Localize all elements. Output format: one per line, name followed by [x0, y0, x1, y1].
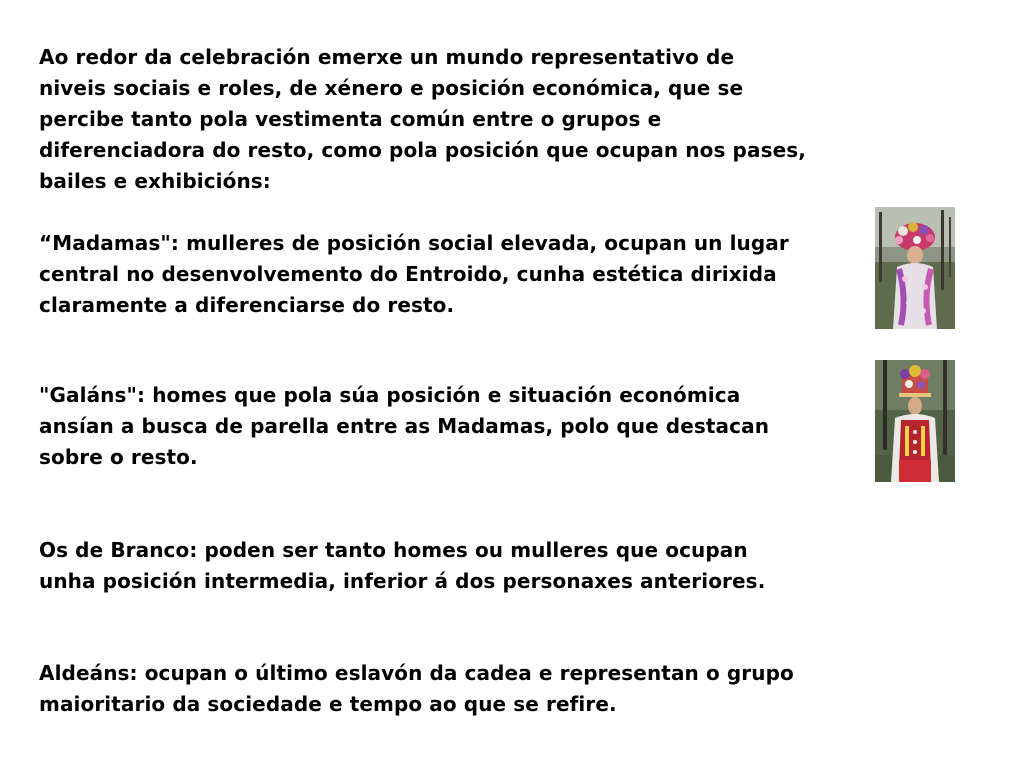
madama-costume-photo	[875, 207, 955, 329]
intro-paragraph: Ao redor da celebración emerxe un mundo representativo de niveis sociais e roles, de xénero e posición económica, que se percibe tanto pola vestimenta común entre o grupos e diferenciadora do resto, como pola posición que ocupan nos pases, bailes e exhibicións:	[39, 45, 806, 193]
branco-paragraph: Os de Branco: poden ser tanto homes ou mulleres que ocupan unha posición intermedia, inferior á dos personaxes anteriores.	[39, 538, 766, 593]
galans-paragraph: "Galáns": homes que pola súa posición e situación económica ansían a busca de parella entre as Madamas, polo que destacan sobre o resto.	[39, 383, 770, 469]
aldeans-paragraph: Aldeáns: ocupan o último eslavón da cadea e representan o grupo maioritario da sociedade e tempo ao que se refire.	[39, 661, 794, 716]
galan-costume-photo	[875, 360, 955, 482]
madamas-paragraph: “Madamas": mulleres de posición social elevada, ocupan un lugar central no desenvolvemento do Entroido, cunha estética dirixida claramente a diferenciarse do resto.	[39, 231, 789, 317]
